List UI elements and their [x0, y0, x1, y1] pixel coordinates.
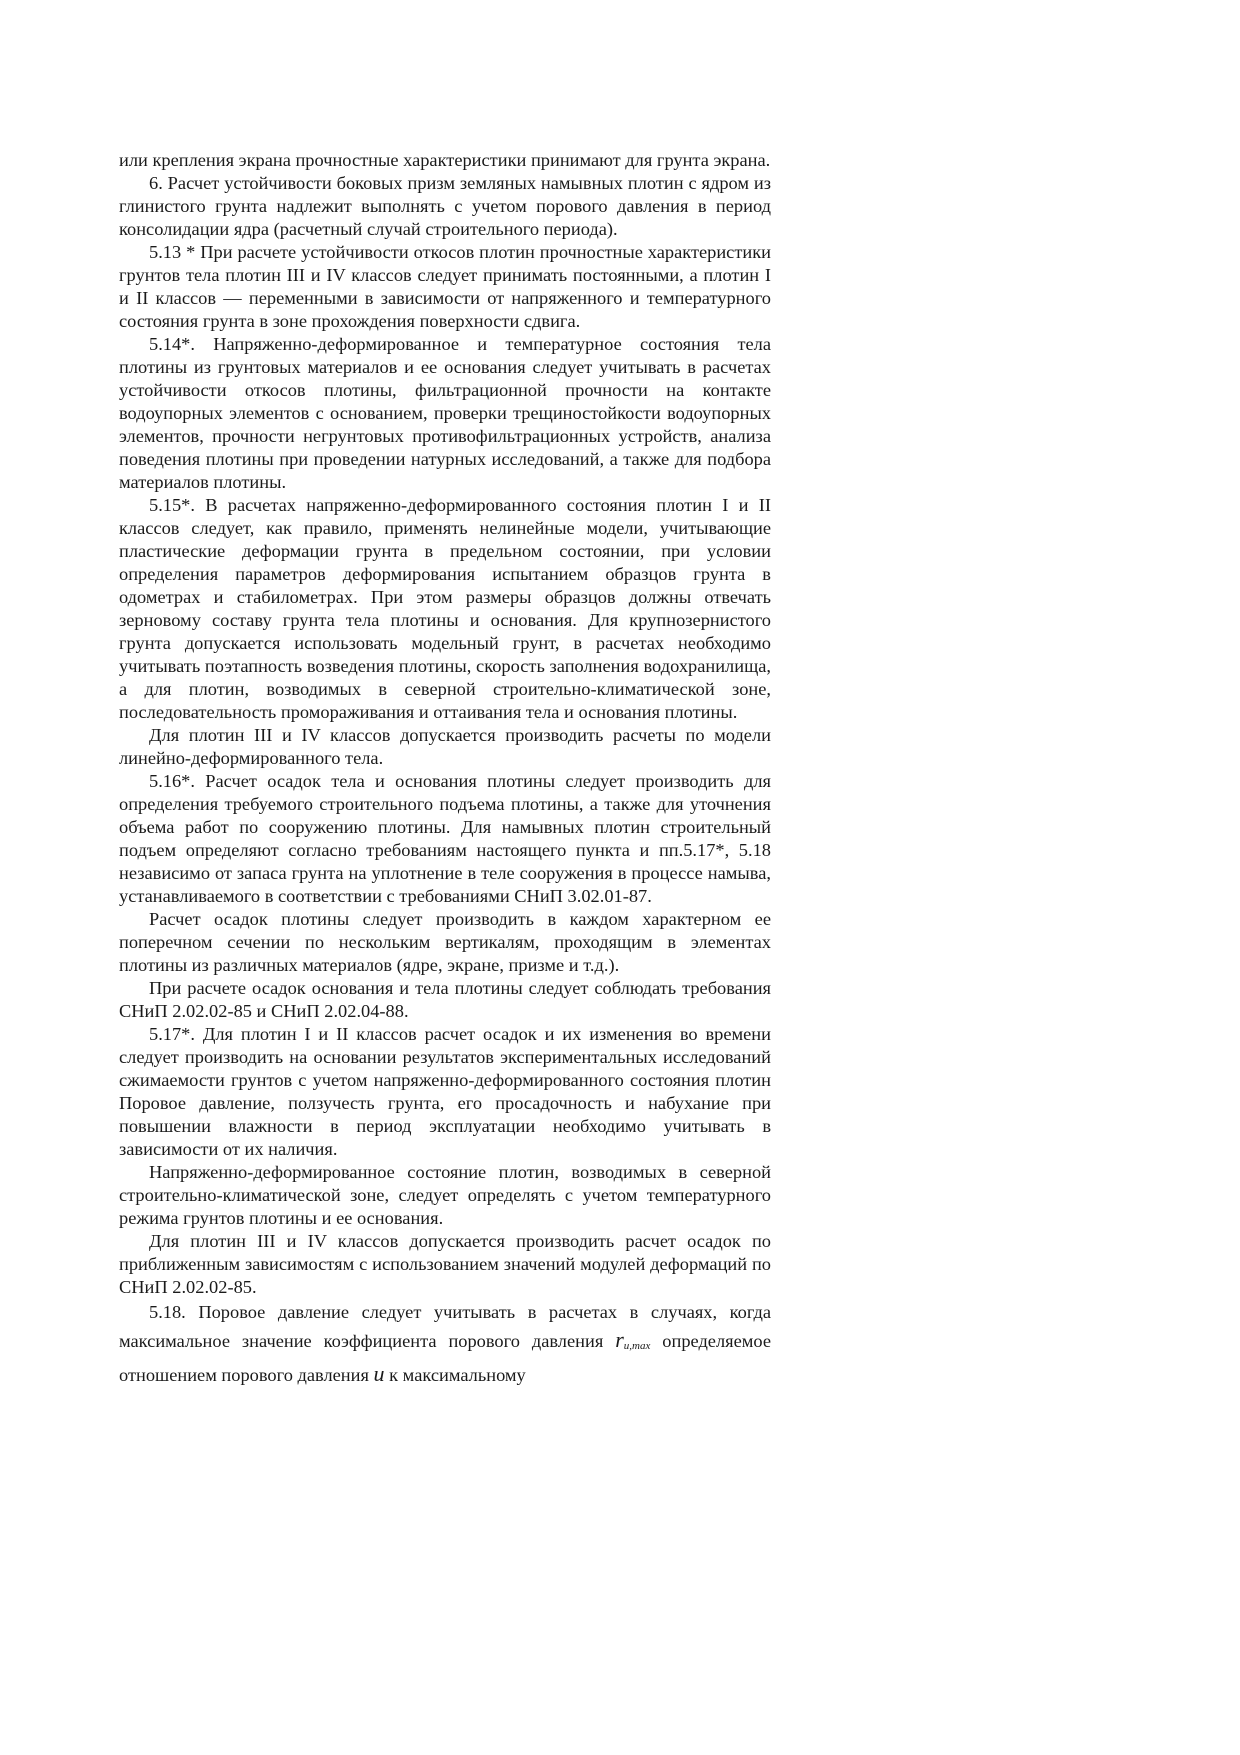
pore-pressure-coefficient-symbol: r	[615, 1327, 624, 1352]
paragraph: 5.16*. Расчет осадок тела и основания плотины следует производить для определения требуемого строительного подъема плотины, а также для уточнения объема работ по сооружению плотины. Для намывных плотин строительный подъем определяют согласно требованиям настоящего пункта и пп.5.17*, 5.18 независимо от запаса грунта на уплотнение в теле сооружения в процессе намыва, устанавливаемого в соответствии с требованиями СНиП 3.02.01-87.	[119, 771, 771, 906]
paragraph-text: 5.18. Поровое давление следует учитывать в расчетах в случаях, когда максимальное значение коэффициента порового давления	[119, 1302, 771, 1351]
paragraph: При расчете осадок основания и тела плотины следует соблюдать требования СНиП 2.02.02-85 и СНиП 2.02.04-88.	[119, 978, 771, 1021]
paragraph: 6. Расчет устойчивости боковых призм земляных намывных плотин с ядром из глинистого грунта надлежит выполнять с учетом порового давления в период консолидации ядра (расчетный случай строительного периода).	[119, 173, 771, 239]
paragraph: 5.17*. Для плотин I и II классов расчет осадок и их изменения во времени следует производить на основании результатов экспериментальных исследований сжимаемости грунтов с учетом напряженно-деформированного состояния плотин Поровое давление, ползучесть грунта, его просадочность и набухание при повышении влажности в период эксплуатации необходимо учитывать в зависимости от их наличия.	[119, 1024, 771, 1159]
paragraph-text: к максимальному	[384, 1365, 526, 1385]
paragraph: 5.13 * При расчете устойчивости откосов плотин прочностные характеристики грунтов тела плотин III и IV классов следует принимать постоянными, а плотин I и II классов — переменными в зависимости от напряженного и температурного состояния грунта в зоне прохождения поверхности сдвига.	[119, 242, 771, 331]
paragraph: 5.15*. В расчетах напряженно-деформированного состояния плотин I и II классов следует, как правило, применять нелинейные модели, учитывающие пластические деформации грунта в предельном состоянии, при условии определения параметров деформирования испытанием образцов грунта в одометрах и стабилометрах. При этом размеры образцов должны отвечать зерновому составу грунта тела плотины и основания. Для крупнозернистого грунта допускается использовать модельный грунт, в расчетах необходимо учитывать поэтапность возведения плотины, скорость заполнения водохранилища, а для плотин, возводимых в северной строительно-климатической зоне, последовательность промораживания и оттаивания тела и основания плотины.	[119, 495, 771, 722]
paragraph: Расчет осадок плотины следует производить в каждом характерном ее поперечном сечении по нескольким вертикалям, проходящим в элементах плотины из различных материалов (ядре, экране, призме и т.д.).	[119, 909, 771, 975]
paragraph: Для плотин III и IV классов допускается производить расчеты по модели линейно-деформированного тела.	[119, 725, 771, 768]
paragraph-text: определяемое отношением порового давления	[119, 1331, 771, 1385]
paragraph: Напряженно-деформированное состояние плотин, возводимых в северной строительно-климатической зоне, следует определять с учетом температурного режима грунтов плотины и ее основания.	[119, 1162, 771, 1228]
paragraph-5-18	[119, 1299, 771, 1389]
document-page	[119, 149, 771, 1389]
paragraph: Для плотин III и IV классов допускается производить расчет осадок по приближенным зависимостям с использованием значений модулей деформаций по СНиП 2.02.02-85.	[119, 1231, 771, 1297]
paragraph: 5.14*. Напряженно-деформированное и температурное состояния тела плотины из грунтовых материалов и ее основания следует учитывать в расчетах устойчивости откосов плотины, фильтрационной прочности на контакте водоупорных элементов с основанием, проверки трещиностойкости водоупорных элементов, прочности негрунтовых противофильтрационных устройств, анализа поведения плотины при проведении натурных исследований, а также для подбора материалов плотины.	[119, 334, 771, 492]
pore-pressure-symbol: u	[373, 1361, 385, 1386]
paragraph: или крепления экрана прочностные характеристики принимают для грунта экрана.	[119, 150, 771, 170]
pore-pressure-coefficient-subscript: u,max	[623, 1340, 651, 1352]
